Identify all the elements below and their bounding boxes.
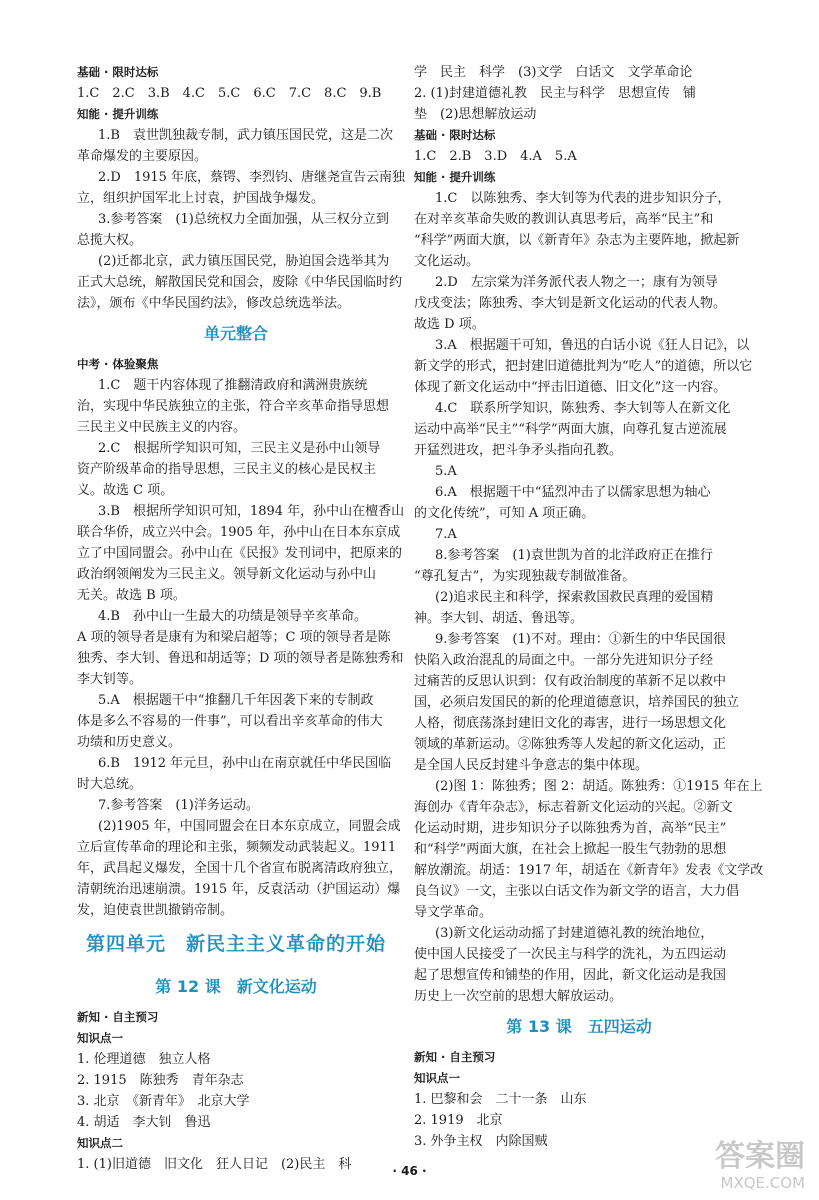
text-line: 新文学的形式，把封建旧道德批判为“吃人”的道德，所以它 [414, 359, 753, 374]
section-heading: 知能 · 提升训练 [414, 170, 496, 184]
text-line: 学 民主 科学 (3)文学 白话文 文学革命论 [414, 65, 693, 80]
text-line: 3.参考答案 (1)总统权力全面加强，从三权分立到 [98, 212, 389, 227]
text-line: 6.B 1912 年元旦，孙中山在南京就任中华民国临 [98, 756, 392, 771]
text-line: (2)1905 年，中国同盟会在日本东京成立，同盟会成 [98, 819, 401, 834]
text-line: 义。故选 C 项。 [77, 483, 174, 498]
watermark-logo [685, 1140, 805, 1192]
text-line: 三民主义中民族主义的内容。 [77, 420, 247, 435]
text-line: 5.A [435, 464, 457, 479]
text-line: 6.A 根据题干中“猛烈冲击了以儒家思想为轴心 [435, 485, 711, 500]
text-line: 1. 伦理道德 独立人格 [77, 1052, 211, 1067]
text-line: 资产阶级革命的指导思想，三民主义的核心是民权主 [77, 462, 377, 477]
text-line: 2.D 左宗棠为洋务派代表人物之一；康有为领导 [435, 275, 718, 290]
section-heading: 知能 · 提升训练 [77, 107, 159, 121]
text-line: 快陷入政治混乱的局面之中。一部分先进知识分子经 [414, 653, 714, 668]
text-line: 立了中国同盟会。孙中山在《民报》发刊词中，把原来的 [77, 546, 403, 561]
text-line: 1. (1)旧道德 旧文化 狂人日记 (2)民主 科 [77, 1157, 352, 1172]
text-line: 1.C 以陈独秀、李大钊等为代表的进步知识分子， [435, 191, 731, 206]
text-line: 7.参考答案 (1)洋务运动。 [98, 798, 259, 813]
text-line: 历史上一次空前的思想大解放运动。 [414, 989, 623, 1004]
text-line: 过痛苦的反思认识到：仅有政治制度的革新不足以救中 [414, 674, 727, 689]
text-line: 1.B 袁世凯独裁专制，武力镇压国民党，这是二次 [98, 128, 393, 143]
text-line: 李大钊等。 [77, 672, 143, 687]
page-number: · 46 · [392, 1164, 427, 1178]
text-line: 4.B 孙中山一生最大的功绩是领导辛亥革命。 [98, 609, 367, 624]
text-line: 海创办《青年杂志》，标志着新文化运动的兴起。②新文 [414, 800, 733, 815]
text-line: 法》，颁布《中华民国约法》，修改总统选举法。 [77, 296, 351, 311]
text-line: 2. 1919 北京 [414, 1113, 503, 1128]
text-line: 国，必须启发国民的新的伦理道德意识，培养国民的独立 [414, 695, 740, 710]
lesson-title: 第 12 课 新文化运动 [155, 977, 317, 996]
text-line: 正式大总统，解散国民党和国会，废除《中华民国临时约 [77, 275, 403, 290]
text-line: 使中国人民接受了一次民主与科学的洗礼，为五四运动 [414, 947, 727, 962]
text-line: (2)迁都北京，武力镇压国民党，胁迫国会选举其为 [98, 254, 390, 269]
text-line: 良刍议》一文，主张以白话文作为新文学的语言，大力倡 [414, 884, 740, 899]
section-heading: 中考 · 体验聚焦 [77, 357, 159, 371]
text-line: 3.B 根据所学知识可知，1894 年，孙中山在檀香山 [98, 504, 405, 519]
text-line: 2.C 根据所学知识可知，三民主义是孙中山领导 [98, 441, 381, 456]
text-line: 化运动时期，进步知识分子以陈独秀为首，高举“民主” [414, 821, 727, 836]
text-line: 年，武昌起义爆发，全国十几个省宣布脱离清政府独立， [77, 861, 403, 876]
text-line: 2.D 1915 年底，蔡锷、李烈钧、唐继尧宣告云南独 [98, 170, 406, 185]
section-heading: 知识点一 [414, 1071, 460, 1085]
watermark-mark: 答案圈 [715, 1139, 805, 1174]
text-line: 2. (1)封建道德礼教 民主与科学 思想宣传 铺 [414, 86, 696, 101]
text-line: 独秀、李大钊、鲁迅和胡适等；D 项的领导者是陈独秀和 [77, 651, 404, 666]
text-line: 4.C 联系所学知识，陈独秀、李大钊等人在新文化 [435, 401, 731, 416]
text-line: 戊戌变法；陈独秀、李大钊是新文化运动的代表人物。 [414, 296, 727, 311]
text-line: 1.C 2.B 3.D 4.A 5.A [414, 149, 577, 164]
text-line: 发，迫使袁世凯撤销帝制。 [77, 903, 234, 918]
text-line: 功绩和历史意义。 [77, 735, 182, 750]
text-line: 文化运动。 [414, 254, 480, 269]
text-line: 解放潮流。胡适：1917 年，胡适在《新青年》发表《文学改 [414, 863, 764, 878]
text-line: 革命爆发的主要原因。 [77, 149, 208, 164]
text-line: 5.A 根据题干中“推翻几千年因袭下来的专制政 [98, 693, 374, 708]
section-heading: 新知 · 自主预习 [77, 1010, 159, 1024]
text-line: 3. 北京 《新青年》 北京大学 [77, 1094, 250, 1109]
text-line: 9.参考答案 (1)不对。理由：①新生的中华民国很 [435, 632, 726, 647]
text-line: 和“科学”两面大旗，在社会上掀起一股生气勃勃的思想 [414, 842, 727, 857]
text-line: 联合华侨，成立兴中会。1905 年，孙中山在日本东京成 [77, 525, 401, 540]
text-line: 时大总统。 [77, 777, 143, 792]
section-heading: 知识点二 [77, 1136, 123, 1150]
text-line: (3)新文化运动动摇了封建道德礼教的统治地位， [435, 926, 714, 941]
text-line: 1. 巴黎和会 二十一条 山东 [414, 1092, 587, 1107]
text-line: 故选 D 项。 [414, 317, 485, 332]
text-line: 立，组织护国军北上讨袁，护国战争爆发。 [77, 191, 325, 206]
lesson-title: 第 13 课 五四运动 [506, 1017, 652, 1036]
text-line: 8.参考答案 (1)袁世凯为首的北洋政府正在推行 [435, 548, 713, 563]
lesson-title: 单元整合 [203, 324, 268, 343]
text-line: 1.C 题干内容体现了推翻清政府和满洲贵族统 [98, 378, 368, 393]
text-line: 在对辛亥革命失败的教训认真思考后，高举“民主”和 [414, 212, 714, 227]
section-heading: 新知 · 自主预习 [414, 1050, 496, 1064]
text-line: 2. 1915 陈独秀 青年杂志 [77, 1073, 244, 1088]
text-line: 7.A [435, 527, 457, 542]
text-line: 人格，彻底荡涤封建旧文化的毒害，进行一场思想文化 [414, 716, 727, 731]
text-line: 起了思想宣传和铺垫的作用，因此，新文化运动是我国 [414, 968, 727, 983]
section-heading: 基础 · 限时达标 [77, 65, 159, 79]
text-line: 清朝统治迅速崩溃。1915 年，反袁活动（护国运动）爆 [77, 882, 401, 897]
text-line: 神。李大钊、胡适、鲁迅等。 [414, 611, 584, 626]
text-line: “尊孔复古”，为实现独裁专制做准备。 [414, 569, 636, 584]
text-line: 立后宣传革命的理论和主张，频频发动武装起义。1911 [77, 840, 397, 855]
text-line: 体现了新文化运动中“抨击旧道德、旧文化”这一内容。 [414, 380, 727, 395]
section-heading: 知识点一 [77, 1031, 123, 1045]
text-line: A 项的领导者是康有为和梁启超等；C 项的领导者是陈 [77, 630, 391, 645]
text-line: 的文化传统”，可知 A 项正确。 [414, 506, 595, 521]
text-line: 4. 胡适 李大钊 鲁迅 [77, 1115, 211, 1130]
right-column [414, 62, 764, 1152]
text-line: 总揽大权。 [77, 233, 143, 248]
section-heading: 基础 · 限时达标 [414, 128, 496, 142]
text-line: (2)图 1：陈独秀；图 2：胡适。陈独秀：①1915 年在上 [435, 779, 763, 794]
text-line: 开猛烈进攻，把斗争矛头指向孔教。 [414, 443, 623, 458]
text-line: 运动中高举“民主”“科学”两面大旗，向尊孔复古逆流展 [414, 422, 727, 437]
unit-title: 第四单元 新民主主义革命的开始 [85, 933, 386, 955]
text-line: 是全国人民反封建斗争意志的集中体现。 [414, 758, 649, 773]
text-line: 治，实现中华民族独立的主张，符合辛亥革命指导思想 [77, 399, 390, 414]
watermark-site: MXQE.COM [720, 1174, 805, 1192]
text-line: (2)追求民主和科学，探索救国救民真理的爱国精 [435, 590, 714, 605]
text-line: 垫 (2)思想解放运动 [414, 107, 537, 122]
text-line: 导文学革命。 [414, 905, 493, 920]
text-line: 3.A 根据题干可知，鲁迅的白话小说《狂人日记》，以 [435, 338, 750, 353]
left-column [77, 62, 406, 1175]
text-line: 无关。故选 B 项。 [77, 588, 186, 603]
text-line: 领域的革新运动。②陈独秀等人发起的新文化运动，正 [414, 737, 727, 752]
text-line: 体是多么不容易的一件事”，可以看出辛亥革命的伟大 [77, 714, 383, 729]
text-line: 3. 外争主权 内除国贼 [414, 1134, 548, 1149]
text-line: 1.C 2.C 3.B 4.C 5.C 6.C 7.C 8.C 9.B [77, 86, 382, 101]
text-line: 政治纲领阐发为三民主义。领导新文化运动与孙中山 [77, 567, 377, 582]
text-line: “科学”两面大旗，以《新青年》杂志为主要阵地，掀起新 [414, 233, 740, 248]
